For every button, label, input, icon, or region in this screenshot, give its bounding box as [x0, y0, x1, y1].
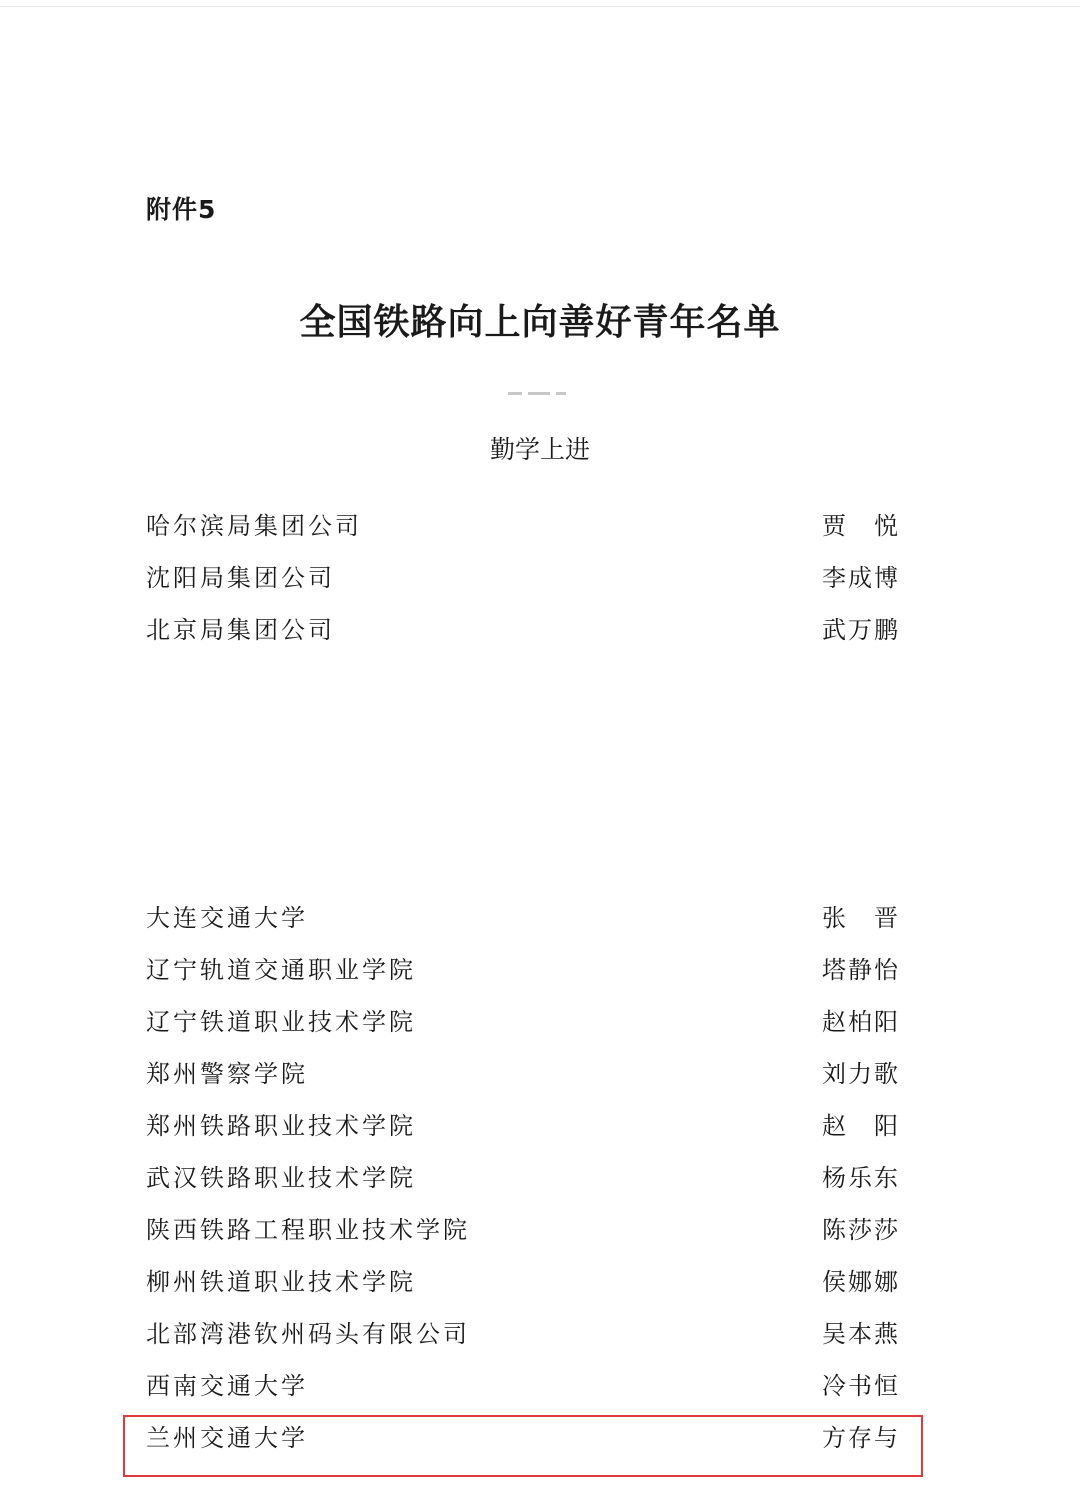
organization: 辽宁铁道职业技术学院 — [146, 1008, 416, 1036]
organization: 兰州交通大学 — [146, 1424, 308, 1452]
person-name: 赵 阳 — [822, 1112, 900, 1140]
list-item — [146, 1204, 900, 1256]
organization: 郑州警察学院 — [146, 1060, 308, 1088]
person-name: 李成博 — [822, 564, 900, 592]
section-title: 勤学上进 — [489, 435, 590, 464]
list-item — [146, 604, 900, 656]
person-name: 塔静怡 — [822, 956, 900, 984]
person-name: 武万鹏 — [822, 616, 900, 644]
person-name: 侯娜娜 — [822, 1268, 900, 1296]
list-item — [146, 892, 900, 944]
page-title: 全国铁路向上向善好青年名单 — [299, 301, 781, 343]
person-name: 贾 悦 — [822, 512, 900, 540]
faint-mark — [508, 383, 588, 389]
person-name: 刘力歌 — [822, 1060, 900, 1088]
list-item — [146, 500, 900, 552]
list-item — [146, 1360, 900, 1412]
person-name: 方存与 — [822, 1424, 900, 1452]
organization: 北部湾港钦州码头有限公司 — [146, 1320, 470, 1348]
list-item — [146, 1152, 900, 1204]
organization: 沈阳局集团公司 — [146, 564, 335, 592]
organization: 大连交通大学 — [146, 904, 308, 932]
highlight-box — [123, 1415, 923, 1477]
attachment-label: 附件5 — [146, 195, 217, 224]
list-item — [146, 1256, 900, 1308]
honoree-list-a — [146, 500, 900, 656]
list-item — [146, 944, 900, 996]
organization: 郑州铁路职业技术学院 — [146, 1112, 416, 1140]
organization: 柳州铁道职业技术学院 — [146, 1268, 416, 1296]
list-item — [146, 1048, 900, 1100]
organization: 辽宁轨道交通职业学院 — [146, 956, 416, 984]
honoree-list-b — [146, 892, 900, 1464]
list-item — [146, 1100, 900, 1152]
list-item — [146, 1308, 900, 1360]
organization: 西南交通大学 — [146, 1372, 308, 1400]
person-name: 张 晋 — [822, 904, 900, 932]
list-item — [146, 552, 900, 604]
organization: 陕西铁路工程职业技术学院 — [146, 1216, 470, 1244]
person-name: 吴本燕 — [822, 1320, 900, 1348]
organization: 北京局集团公司 — [146, 616, 335, 644]
person-name: 陈莎莎 — [822, 1216, 900, 1244]
person-name: 冷书恒 — [822, 1372, 900, 1400]
organization: 哈尔滨局集团公司 — [146, 512, 362, 540]
list-item — [146, 996, 900, 1048]
organization: 武汉铁路职业技术学院 — [146, 1164, 416, 1192]
person-name: 赵柏阳 — [822, 1008, 900, 1036]
top-divider — [0, 6, 1080, 7]
person-name: 杨乐东 — [822, 1164, 900, 1192]
